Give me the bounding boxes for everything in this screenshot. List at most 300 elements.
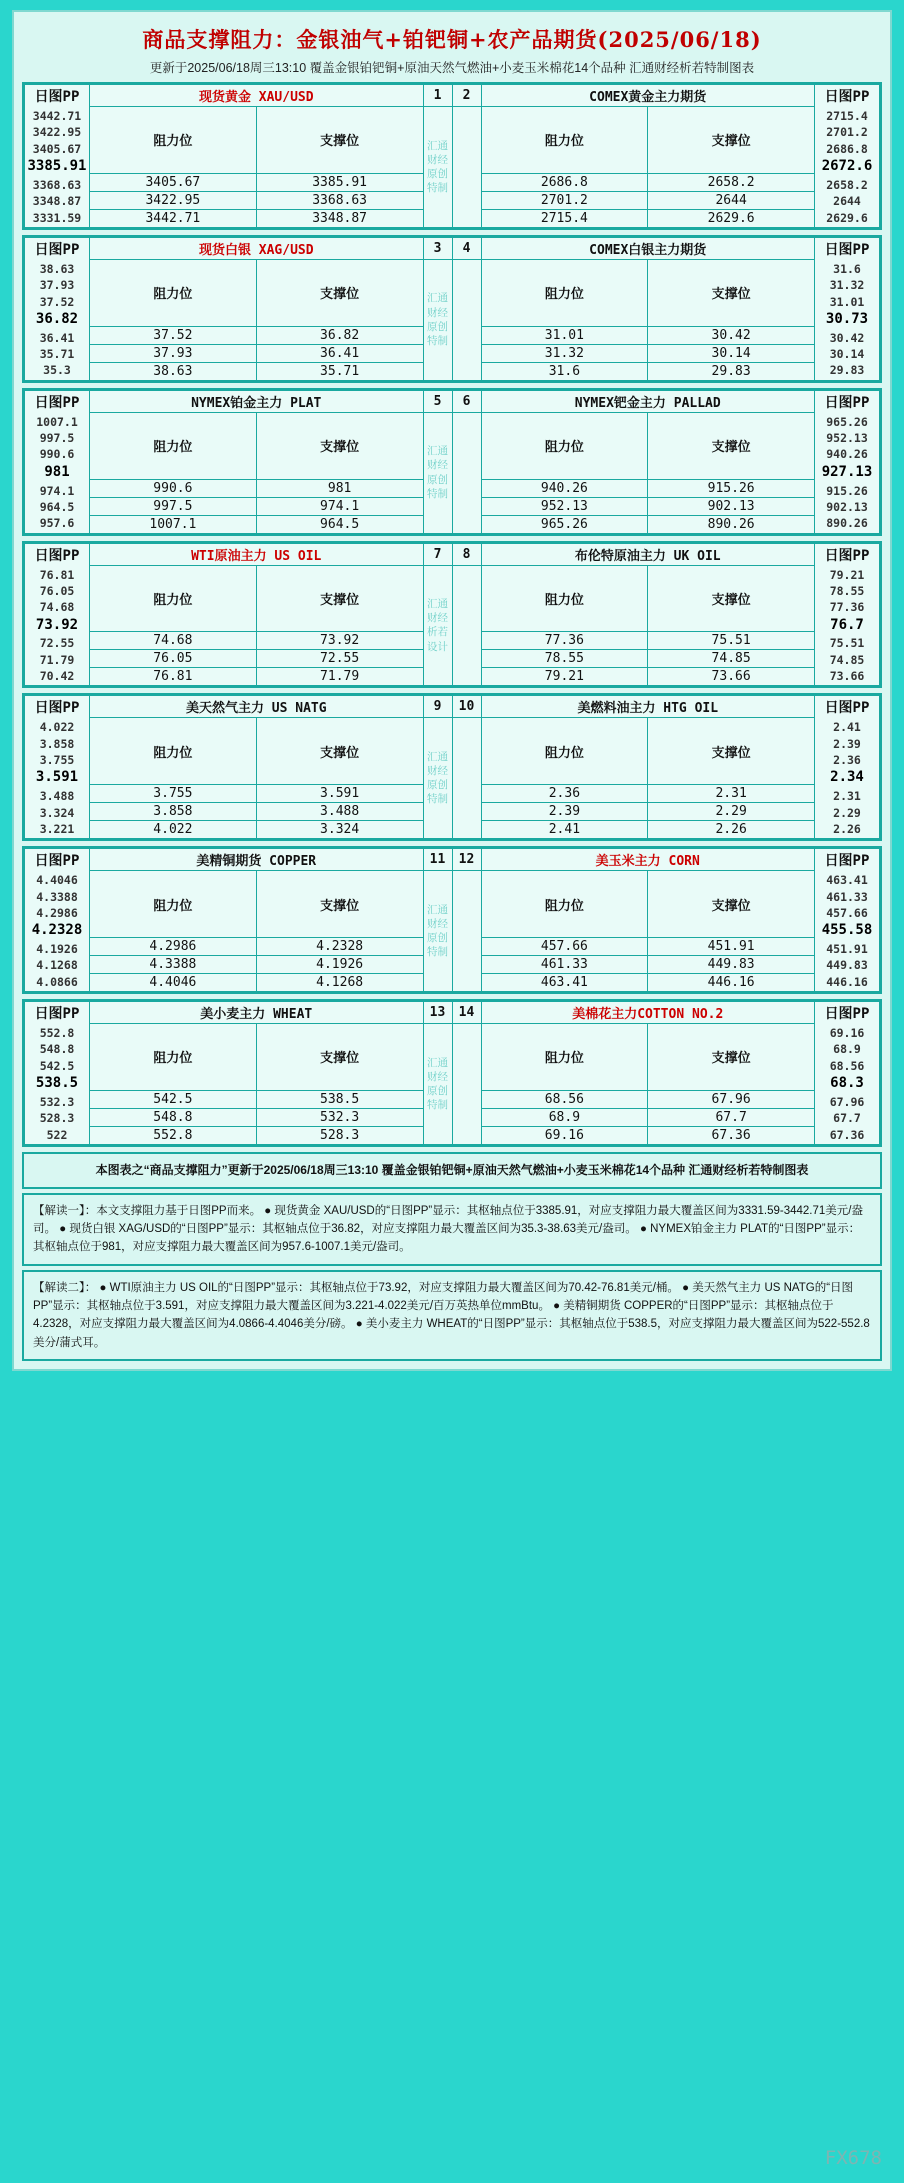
right-resistance-value: 2686.8 xyxy=(481,173,648,191)
index-number-right: 14 xyxy=(452,1002,481,1024)
watermark-line-1: 汇通财经 xyxy=(427,139,448,166)
right-resistance-header: 阻力位 xyxy=(481,1024,648,1091)
right-resistance-value: 31.32 xyxy=(481,344,648,362)
watermark-line-1: 汇通财经 xyxy=(427,598,448,625)
left-level: 3.858 xyxy=(39,736,75,751)
right-resistance-value: 79.21 xyxy=(481,668,648,686)
left-support-value: 3385.91 xyxy=(256,173,423,191)
right-resistance-value: 2.41 xyxy=(481,821,648,839)
right-resistance-value: 940.26 xyxy=(481,479,648,497)
left-product-name: 美天然气主力 US NATG xyxy=(90,696,424,718)
right-level: 68.9 xyxy=(833,1042,861,1057)
left-support-value: 3.324 xyxy=(256,821,423,839)
right-support-value: 30.14 xyxy=(648,344,815,362)
left-product-name: WTI原油主力 US OIL xyxy=(90,543,424,565)
left-resistance-value: 3405.67 xyxy=(90,173,257,191)
left-level: 37.52 xyxy=(39,294,75,309)
left-support-value: 71.79 xyxy=(256,668,423,686)
left-level: 3.488 xyxy=(39,789,75,804)
left-level: 4.1926 xyxy=(36,942,78,957)
left-resistance-value: 74.68 xyxy=(90,632,257,650)
right-levels-column xyxy=(815,1002,880,1145)
index-number-left: 13 xyxy=(423,1002,452,1024)
right-support-value: 74.85 xyxy=(648,650,815,668)
ppp-label-left: 日图PP xyxy=(34,394,80,411)
left-support-value: 528.3 xyxy=(256,1126,423,1144)
right-level: 68.3 xyxy=(830,1075,864,1092)
right-levels-column xyxy=(815,390,880,533)
left-resistance-value: 3.755 xyxy=(90,785,257,803)
watermark-line-2: 析若设计 xyxy=(427,626,448,653)
left-resistance-value: 4.2986 xyxy=(90,938,257,956)
right-support-value: 915.26 xyxy=(648,479,815,497)
left-level: 76.05 xyxy=(39,583,75,598)
right-support-value: 2.29 xyxy=(648,803,815,821)
left-level: 3385.91 xyxy=(27,157,87,174)
right-level: 902.13 xyxy=(826,499,868,514)
left-level: 548.8 xyxy=(39,1042,75,1057)
index-number-right: 10 xyxy=(452,696,481,718)
watermark-left xyxy=(423,259,452,380)
left-level: 4.4046 xyxy=(36,873,78,888)
left-level: 3.324 xyxy=(39,805,75,820)
right-resistance-value: 965.26 xyxy=(481,515,648,533)
right-resistance-value: 77.36 xyxy=(481,632,648,650)
watermark-left xyxy=(423,718,452,839)
left-level: 528.3 xyxy=(39,1111,75,1126)
right-level: 30.14 xyxy=(829,347,865,362)
left-level: 552.8 xyxy=(39,1026,75,1041)
left-support-value: 73.92 xyxy=(256,632,423,650)
footer-text: 本图表之“商品支撑阻力”更新于2025/06/18周三13:10 覆盖金银铂钯铜+原油天然气燃油+小麦玉米棉花14个品种 汇通财经析若特制图表 xyxy=(95,1162,809,1177)
left-level: 3442.71 xyxy=(32,109,82,123)
left-level: 36.41 xyxy=(39,330,75,345)
watermark-right xyxy=(452,107,481,228)
index-number-right: 4 xyxy=(452,237,481,259)
right-level: 31.6 xyxy=(833,261,861,276)
right-product-name: NYMEX钯金主力 PALLAD xyxy=(481,390,815,412)
right-level: 29.83 xyxy=(829,363,865,378)
left-level: 76.81 xyxy=(39,567,75,582)
right-level: 915.26 xyxy=(826,483,868,498)
right-level: 2.41 xyxy=(833,720,861,735)
right-level: 2.31 xyxy=(833,789,861,804)
right-resistance-value: 69.16 xyxy=(481,1126,648,1144)
left-level: 542.5 xyxy=(39,1058,75,1073)
left-level: 4.022 xyxy=(39,720,75,735)
watermark-line-1: 汇通财经 xyxy=(427,750,448,778)
watermark-signature: FX678 xyxy=(824,2147,882,2169)
right-resistance-value: 68.9 xyxy=(481,1108,648,1126)
right-level: 2672.6 xyxy=(821,157,873,174)
left-level: 522 xyxy=(46,1127,68,1142)
right-resistance-header: 阻力位 xyxy=(481,107,648,174)
product-block xyxy=(22,999,882,1147)
right-resistance-header: 阻力位 xyxy=(481,412,648,479)
right-support-value: 30.42 xyxy=(648,326,815,344)
right-resistance-value: 457.66 xyxy=(481,938,648,956)
index-number-left: 1 xyxy=(423,85,452,107)
right-levels-column xyxy=(815,849,880,992)
right-support-value: 890.26 xyxy=(648,515,815,533)
right-product-name: COMEX白银主力期货 xyxy=(481,237,815,259)
left-support-value: 72.55 xyxy=(256,650,423,668)
right-resistance-value: 952.13 xyxy=(481,497,648,515)
left-level: 73.92 xyxy=(35,616,79,633)
left-resistance-header: 阻力位 xyxy=(90,259,257,326)
left-level: 981 xyxy=(44,463,70,480)
left-resistance-value: 37.93 xyxy=(90,344,257,362)
left-level: 3368.63 xyxy=(32,177,82,192)
right-level: 69.16 xyxy=(829,1026,865,1041)
interpretation-note-1: 【解读一】：本文支撑阻力基于日图PP而来。 ● 现货黄金 XAU/USD的“日图PP”显示：其枢轴点位于3385.91，对应支撑阻力最大覆盖区间为3331.59-3442.71美元/盎司。 ● 现货白银 XAG/USD的“日图PP”显示：其枢轴点位于36.82，对应支撑阻力最大覆盖区间为35.3-38.63美元/盎司。 ● NYMEX铂金主力 PLAT的“日图PP”显示：其枢轴点位于981，对应支撑阻力最大覆盖区间为957.6-1007.1美元/盎司。 xyxy=(22,1193,882,1266)
right-level: 890.26 xyxy=(826,516,868,531)
right-level: 2.39 xyxy=(833,736,861,751)
index-number-right: 2 xyxy=(452,85,481,107)
right-level: 76.7 xyxy=(830,616,864,633)
right-level: 463.41 xyxy=(826,873,868,888)
left-resistance-value: 990.6 xyxy=(90,479,257,497)
left-level: 35.71 xyxy=(39,347,75,362)
interpretation-note-2: 【解读二】： ● WTI原油主力 US OIL的“日图PP”显示：其枢轴点位于73.92，对应支撑阻力最大覆盖区间为70.42-76.81美元/桶。 ● 美天然气主力 US NATG的“日图PP”显示：其枢轴点位于3.591，对应支撑阻力最大覆盖区间为3.221-4.022美元/百万英热单位mmBtu。 ● 美精铜期货 COPPER的“日图PP”显示：其枢轴点位于4.2328，对应支撑阻力最大覆盖区间为4.0866-4.4046美分/磅。 ● 美小麦主力 WHEAT的“日图PP”显示：其枢轴点位于538.5，对应支撑阻力最大覆盖区间为522-552.8美分/蒲式耳。 xyxy=(22,1270,882,1362)
left-resistance-header: 阻力位 xyxy=(90,871,257,938)
ppp-label-right: 日图PP xyxy=(824,700,870,717)
left-level: 4.2328 xyxy=(31,922,83,939)
left-level: 3.591 xyxy=(35,769,79,786)
right-level: 30.42 xyxy=(829,330,865,345)
left-resistance-header: 阻力位 xyxy=(90,565,257,632)
left-level: 74.68 xyxy=(39,600,75,615)
left-level: 990.6 xyxy=(39,447,75,462)
right-level: 2701.2 xyxy=(826,125,868,140)
right-level: 2629.6 xyxy=(826,210,868,225)
right-support-value: 451.91 xyxy=(648,938,815,956)
right-levels-column xyxy=(815,543,880,686)
right-resistance-header: 阻力位 xyxy=(481,259,648,326)
right-support-value: 2.31 xyxy=(648,785,815,803)
watermark-line-2: 原创特制 xyxy=(427,779,448,806)
right-product-name: COMEX黄金主力期货 xyxy=(481,85,815,107)
left-resistance-value: 552.8 xyxy=(90,1126,257,1144)
watermark-left xyxy=(423,412,452,533)
right-level: 952.13 xyxy=(826,431,868,446)
product-block xyxy=(22,388,882,536)
left-level: 71.79 xyxy=(39,652,75,667)
right-product-name: 美棉花主力COTTON NO.2 xyxy=(481,1002,815,1024)
left-support-value: 532.3 xyxy=(256,1108,423,1126)
page-title: 商品支撑阻力：金银油气+铂钯铜+农产品期货(2025/06/18) xyxy=(142,27,762,52)
right-support-value: 73.66 xyxy=(648,668,815,686)
left-product-name: 现货黄金 XAU/USD xyxy=(90,85,424,107)
right-level: 30.73 xyxy=(825,310,869,327)
right-level: 73.66 xyxy=(829,669,865,684)
right-support-header: 支撑位 xyxy=(648,718,815,785)
left-support-header: 支撑位 xyxy=(256,871,423,938)
left-level: 4.1268 xyxy=(36,958,78,973)
index-number-right: 6 xyxy=(452,390,481,412)
product-block xyxy=(22,82,882,230)
left-resistance-header: 阻力位 xyxy=(90,107,257,174)
right-resistance-value: 2.39 xyxy=(481,803,648,821)
right-support-value: 75.51 xyxy=(648,632,815,650)
right-support-header: 支撑位 xyxy=(648,107,815,174)
product-block xyxy=(22,846,882,994)
right-resistance-value: 2715.4 xyxy=(481,209,648,227)
ppp-label-right: 日图PP xyxy=(824,547,870,564)
right-product-name: 美燃料油主力 HTG OIL xyxy=(481,696,815,718)
left-support-value: 36.82 xyxy=(256,326,423,344)
left-level: 37.93 xyxy=(39,278,75,293)
left-levels-column xyxy=(25,1002,90,1145)
left-support-value: 3368.63 xyxy=(256,191,423,209)
left-resistance-value: 3.858 xyxy=(90,803,257,821)
left-level: 35.3 xyxy=(43,363,71,378)
left-product-name: 美精铜期货 COPPER xyxy=(90,849,424,871)
product-block xyxy=(22,235,882,383)
ppp-label-left: 日图PP xyxy=(34,89,80,105)
ppp-label-right: 日图PP xyxy=(824,241,870,258)
report-card xyxy=(12,10,892,1371)
right-support-header: 支撑位 xyxy=(648,871,815,938)
left-support-value: 974.1 xyxy=(256,497,423,515)
left-resistance-value: 3442.71 xyxy=(90,209,257,227)
left-level: 3331.59 xyxy=(32,210,82,225)
left-resistance-value: 548.8 xyxy=(90,1108,257,1126)
watermark-line-1: 汇通财经 xyxy=(427,1056,448,1083)
right-resistance-value: 2.36 xyxy=(481,785,648,803)
left-resistance-header: 阻力位 xyxy=(90,718,257,785)
watermark-right xyxy=(452,871,481,992)
left-resistance-value: 997.5 xyxy=(90,497,257,515)
left-level: 4.0866 xyxy=(36,974,78,989)
right-support-value: 29.83 xyxy=(648,362,815,380)
right-support-header: 支撑位 xyxy=(648,565,815,632)
index-number-left: 9 xyxy=(423,696,452,718)
right-product-name: 布伦特原油主力 UK OIL xyxy=(481,543,815,565)
watermark-line-2: 原创特制 xyxy=(427,320,448,347)
product-block xyxy=(22,541,882,689)
left-support-value: 35.71 xyxy=(256,362,423,380)
left-support-header: 支撑位 xyxy=(256,1024,423,1091)
left-level: 3422.95 xyxy=(32,125,82,140)
watermark-line-2: 原创特制 xyxy=(427,167,448,195)
right-support-value: 67.96 xyxy=(648,1090,815,1108)
right-level: 68.56 xyxy=(829,1058,865,1073)
right-resistance-value: 68.56 xyxy=(481,1090,648,1108)
left-level: 538.5 xyxy=(35,1075,79,1092)
right-level: 965.26 xyxy=(826,414,868,429)
right-support-header: 支撑位 xyxy=(648,412,815,479)
left-resistance-value: 76.81 xyxy=(90,668,257,686)
left-level: 38.63 xyxy=(39,261,75,276)
right-level: 455.58 xyxy=(821,922,873,939)
right-level: 940.26 xyxy=(826,447,868,462)
left-support-value: 538.5 xyxy=(256,1090,423,1108)
left-support-value: 3348.87 xyxy=(256,209,423,227)
left-level: 36.82 xyxy=(35,310,79,327)
left-level: 4.2986 xyxy=(36,905,78,920)
left-resistance-header: 阻力位 xyxy=(90,412,257,479)
left-support-header: 支撑位 xyxy=(256,107,423,174)
left-support-value: 964.5 xyxy=(256,515,423,533)
ppp-label-left: 日图PP xyxy=(34,547,80,564)
right-level: 67.36 xyxy=(829,1127,865,1142)
right-level: 2644 xyxy=(833,194,861,209)
right-level: 457.66 xyxy=(826,905,868,920)
watermark-line-1: 汇通财经 xyxy=(427,292,448,319)
left-resistance-value: 76.05 xyxy=(90,650,257,668)
watermark-line-2: 原创特制 xyxy=(427,1084,448,1112)
right-levels-column xyxy=(815,696,880,839)
product-block xyxy=(22,693,882,841)
right-resistance-value: 31.01 xyxy=(481,326,648,344)
ppp-label-right: 日图PP xyxy=(824,394,870,411)
watermark-line-1: 汇通财经 xyxy=(427,903,448,930)
left-resistance-value: 542.5 xyxy=(90,1090,257,1108)
right-level: 74.85 xyxy=(829,652,865,667)
left-levels-column xyxy=(25,390,90,533)
left-level: 957.6 xyxy=(39,516,75,531)
right-support-header: 支撑位 xyxy=(648,1024,815,1091)
left-level: 3.755 xyxy=(39,753,75,768)
watermark-left xyxy=(423,871,452,992)
right-resistance-value: 461.33 xyxy=(481,956,648,974)
page-subtitle: 更新于2025/06/18周三13:10 覆盖金银铂钯铜+原油天然气燃油+小麦玉米棉花14个品种 汇通财经析若特制图表 xyxy=(149,61,755,75)
watermark-line-2: 原创特制 xyxy=(427,473,448,500)
right-level: 2.34 xyxy=(830,769,864,786)
left-levels-column xyxy=(25,696,90,839)
index-number-right: 12 xyxy=(452,849,481,871)
watermark-right xyxy=(452,1024,481,1145)
left-support-value: 3.488 xyxy=(256,803,423,821)
ppp-label-left: 日图PP xyxy=(34,1006,80,1023)
ppp-label-right: 日图PP xyxy=(824,1006,870,1023)
left-resistance-value: 37.52 xyxy=(90,326,257,344)
watermark-left xyxy=(423,1024,452,1145)
index-number-left: 3 xyxy=(423,237,452,259)
index-number-left: 5 xyxy=(423,390,452,412)
right-support-value: 2658.2 xyxy=(648,173,815,191)
left-support-header: 支撑位 xyxy=(256,259,423,326)
left-support-value: 4.1926 xyxy=(256,956,423,974)
right-product-name: 美玉米主力 CORN xyxy=(481,849,815,871)
ppp-label-left: 日图PP xyxy=(34,700,80,717)
left-resistance-value: 4.022 xyxy=(90,821,257,839)
watermark-right xyxy=(452,565,481,686)
right-level: 77.36 xyxy=(829,600,865,615)
index-number-left: 11 xyxy=(423,849,452,871)
right-level: 31.01 xyxy=(829,294,865,309)
left-level: 4.3388 xyxy=(36,889,78,904)
watermark-right xyxy=(452,259,481,380)
right-level: 446.16 xyxy=(826,974,868,989)
left-level: 3405.67 xyxy=(32,141,82,156)
left-resistance-value: 38.63 xyxy=(90,362,257,380)
left-level: 1007.1 xyxy=(36,414,78,429)
left-support-value: 36.41 xyxy=(256,344,423,362)
right-level: 927.13 xyxy=(821,463,873,480)
ppp-label-left: 日图PP xyxy=(34,241,80,258)
left-product-name: 现货白银 XAG/USD xyxy=(90,237,424,259)
left-resistance-value: 4.3388 xyxy=(90,956,257,974)
watermark-left xyxy=(423,565,452,686)
right-level: 449.83 xyxy=(826,958,868,973)
right-support-value: 2.26 xyxy=(648,821,815,839)
left-support-value: 4.1268 xyxy=(256,974,423,992)
right-level: 2.29 xyxy=(833,805,861,820)
right-level: 78.55 xyxy=(829,583,865,598)
right-level: 67.96 xyxy=(829,1094,865,1109)
right-support-value: 902.13 xyxy=(648,497,815,515)
right-resistance-value: 463.41 xyxy=(481,974,648,992)
left-level: 974.1 xyxy=(39,483,75,498)
right-resistance-value: 78.55 xyxy=(481,650,648,668)
watermark-line-1: 汇通财经 xyxy=(427,445,448,472)
right-support-header: 支撑位 xyxy=(648,259,815,326)
right-support-value: 2629.6 xyxy=(648,209,815,227)
left-support-header: 支撑位 xyxy=(256,412,423,479)
left-resistance-header: 阻力位 xyxy=(90,1024,257,1091)
right-level: 67.7 xyxy=(833,1111,861,1126)
left-resistance-value: 1007.1 xyxy=(90,515,257,533)
left-level: 532.3 xyxy=(39,1094,75,1109)
left-levels-column xyxy=(25,849,90,992)
right-level: 451.91 xyxy=(826,942,868,957)
left-level: 3348.87 xyxy=(32,194,82,209)
watermark-left xyxy=(423,107,452,228)
right-level: 2686.8 xyxy=(826,141,868,156)
right-level: 31.32 xyxy=(829,278,865,293)
right-resistance-header: 阻力位 xyxy=(481,718,648,785)
left-levels-column xyxy=(25,85,90,228)
right-level: 2658.2 xyxy=(826,177,868,192)
right-level: 2.36 xyxy=(833,753,861,768)
left-support-value: 981 xyxy=(256,479,423,497)
left-resistance-value: 3422.95 xyxy=(90,191,257,209)
left-level: 70.42 xyxy=(39,669,75,684)
left-product-name: 美小麦主力 WHEAT xyxy=(90,1002,424,1024)
index-number-left: 7 xyxy=(423,543,452,565)
left-support-value: 4.2328 xyxy=(256,938,423,956)
right-levels-column xyxy=(815,85,880,228)
watermark-line-2: 原创特制 xyxy=(427,932,448,959)
right-level: 2715.4 xyxy=(826,109,868,123)
left-level: 997.5 xyxy=(39,431,75,446)
right-support-value: 67.36 xyxy=(648,1126,815,1144)
right-level: 79.21 xyxy=(829,567,865,582)
right-resistance-value: 2701.2 xyxy=(481,191,648,209)
right-level: 75.51 xyxy=(829,636,865,651)
footer-note xyxy=(22,1152,882,1189)
watermark-right xyxy=(452,412,481,533)
left-resistance-value: 4.4046 xyxy=(90,974,257,992)
left-level: 964.5 xyxy=(39,499,75,514)
left-level: 3.221 xyxy=(39,821,75,836)
blocks-container xyxy=(22,82,882,1147)
left-level: 72.55 xyxy=(39,636,75,651)
ppp-label-right: 日图PP xyxy=(824,89,870,105)
right-resistance-header: 阻力位 xyxy=(481,565,648,632)
ppp-label-left: 日图PP xyxy=(34,853,80,870)
left-support-header: 支撑位 xyxy=(256,565,423,632)
right-support-value: 2644 xyxy=(648,191,815,209)
right-resistance-value: 31.6 xyxy=(481,362,648,380)
left-product-name: NYMEX铂金主力 PLAT xyxy=(90,390,424,412)
right-levels-column xyxy=(815,237,880,380)
watermark-right xyxy=(452,718,481,839)
right-level: 2.26 xyxy=(833,821,861,836)
right-resistance-header: 阻力位 xyxy=(481,871,648,938)
